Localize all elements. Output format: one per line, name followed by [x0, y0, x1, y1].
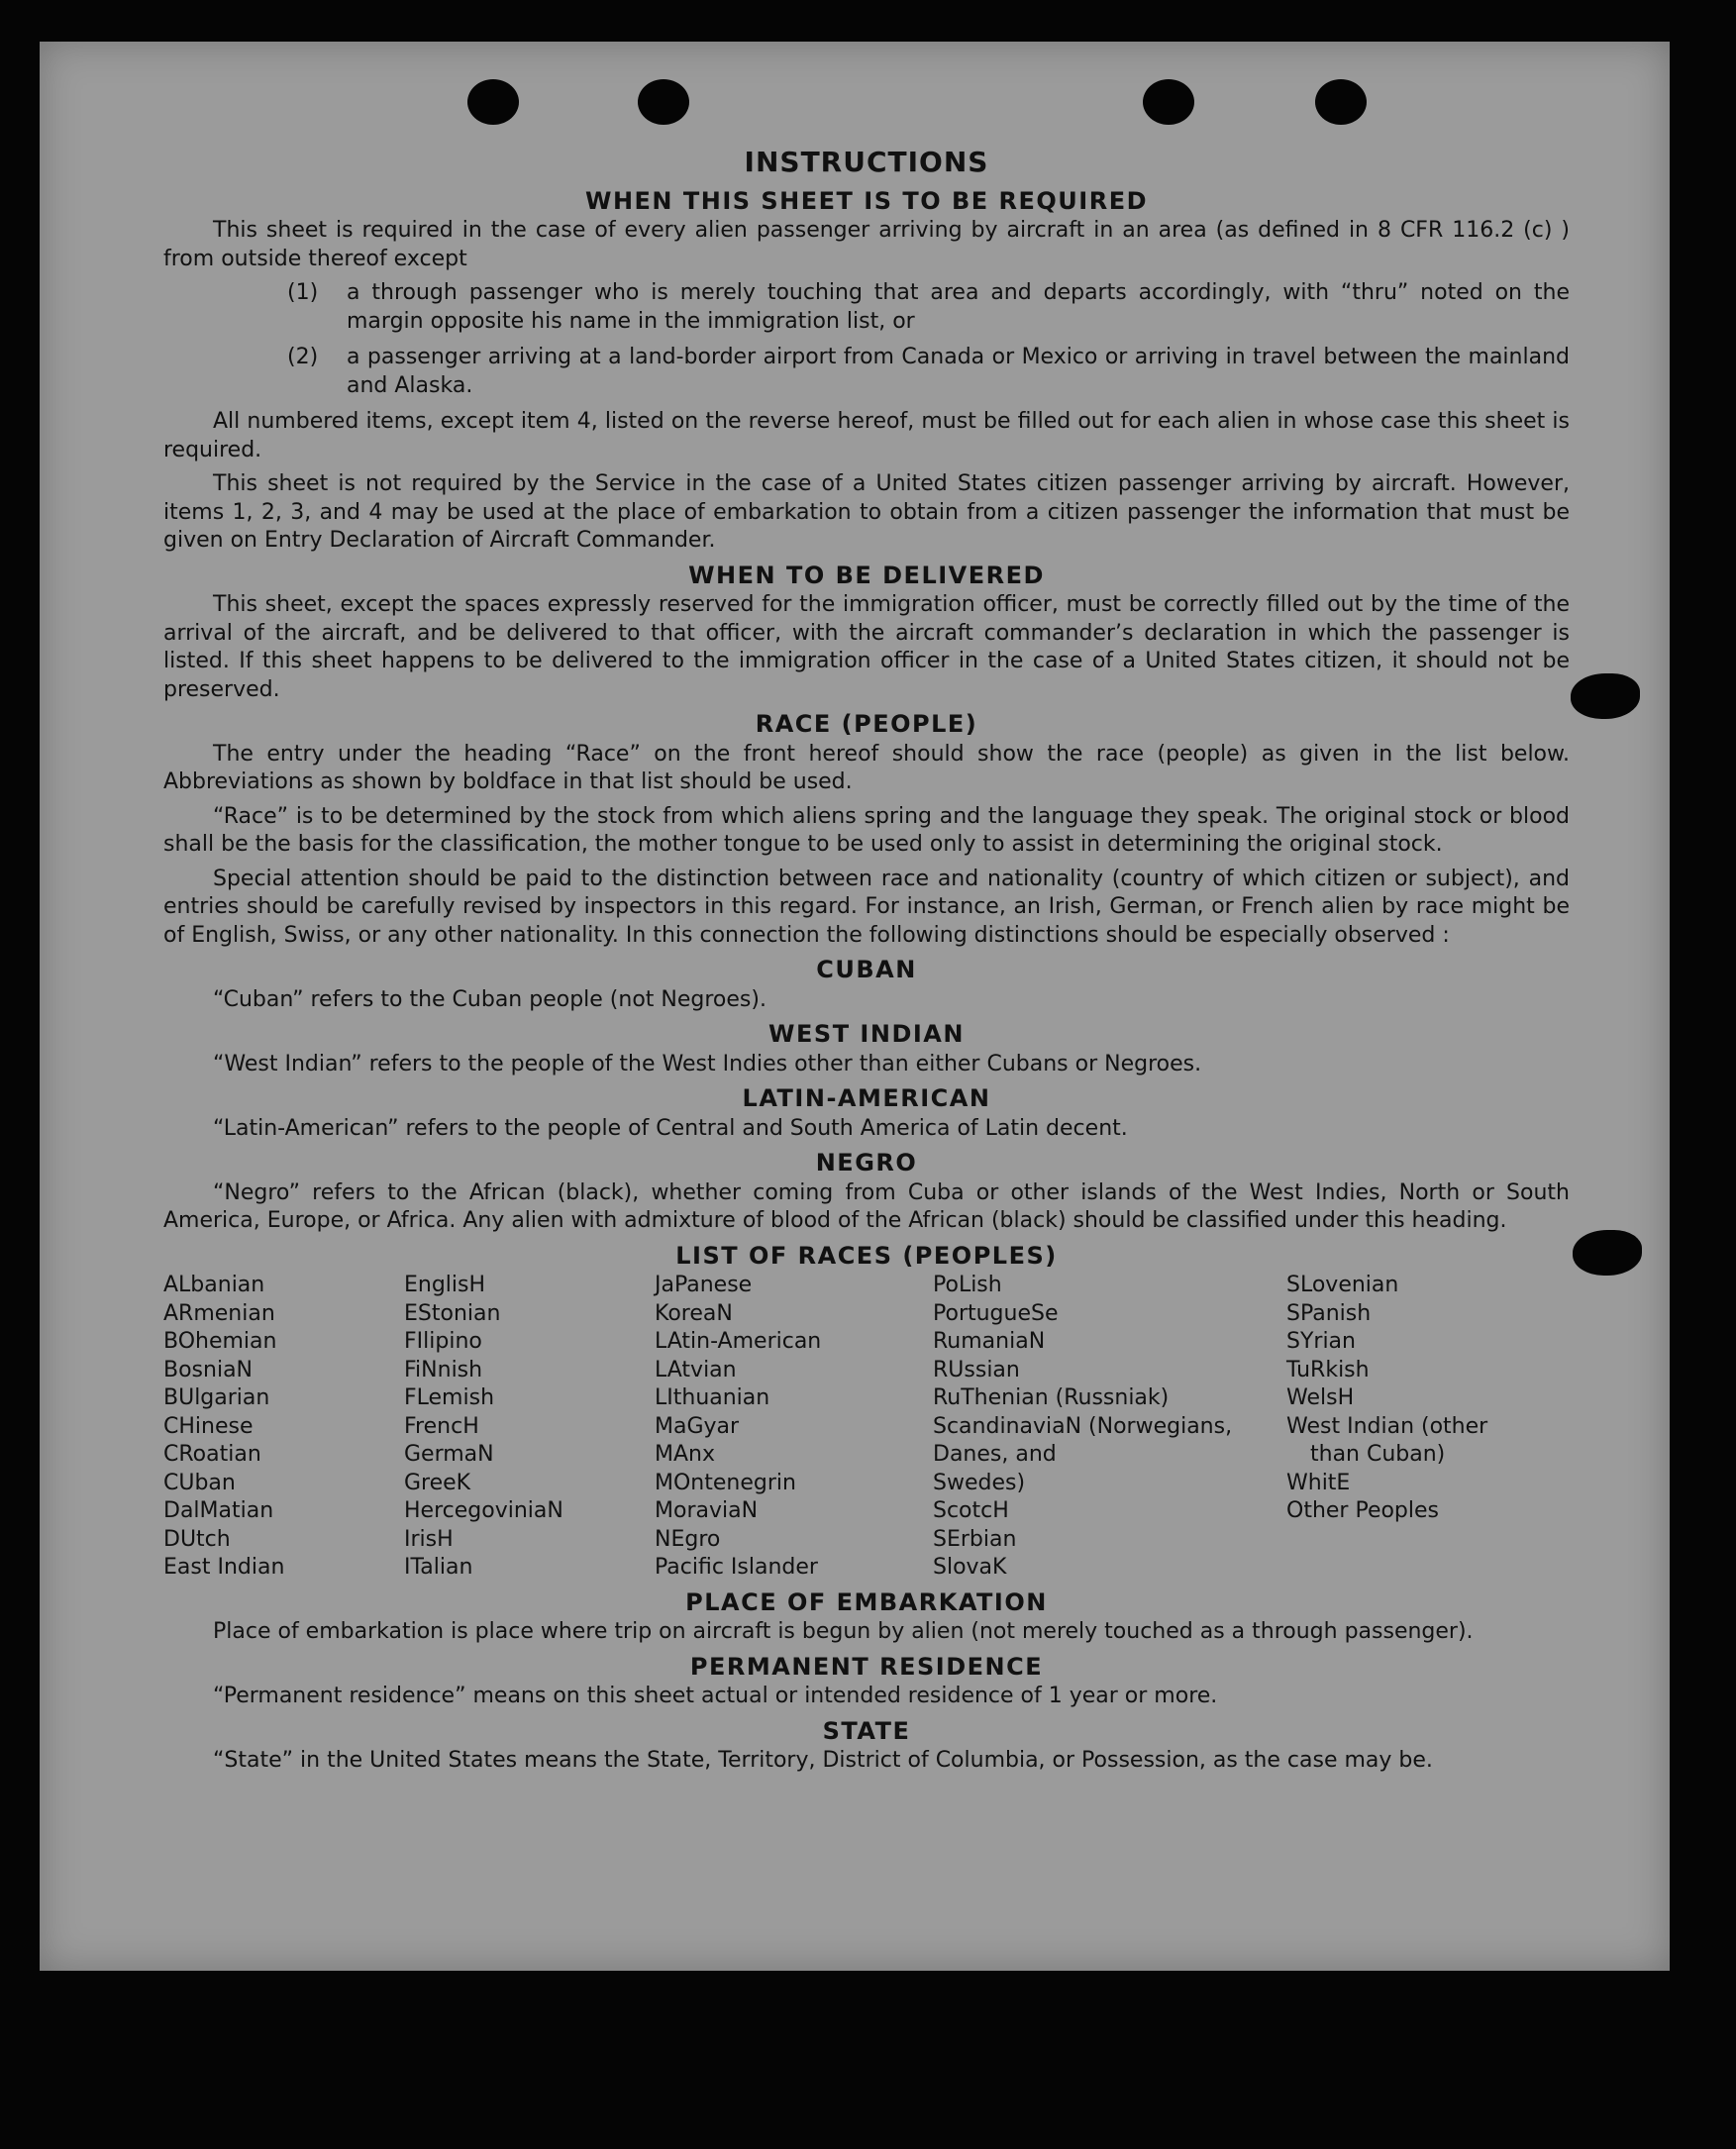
races-column: [933, 1272, 1286, 1583]
race-paragraph-2: “Race” is to be determined by the stock from which aliens spring and the language they speak. The original stock or blood shall be the basis for the classification, the mother tongue to be used only to assist in determining the original stock.: [163, 803, 1570, 857]
race-entry: CHinese: [163, 1413, 254, 1439]
race-entry: BUlgarian: [163, 1385, 270, 1410]
race-entry: ScotcH: [933, 1498, 1009, 1523]
race-entry: ScandinaviaN (Norwegians,: [933, 1413, 1233, 1439]
citizen-note-paragraph: This sheet is not required by the Service in the case of a United States citizen passenger arriving by aircraft. However, items 1, 2, 3, and 4 may be used at the place of embarkation to obtain from a citizen passenger the information that must be given on Entry Declaration of Aircraft Commander.: [163, 471, 1570, 553]
race-entry: DUtch: [163, 1526, 231, 1552]
race-entry: CRoatian: [163, 1442, 261, 1467]
race-entry: EStonian: [404, 1300, 501, 1326]
races-column: [1286, 1272, 1574, 1583]
race-entry: West Indian (other: [1286, 1413, 1488, 1439]
embarkation-paragraph: Place of embarkation is place where trip on aircraft is begun by alien (not merely touched as a through passenger).: [213, 1619, 1474, 1644]
race-entry: MOntenegrin: [655, 1470, 796, 1495]
race-entry: WelsH: [1286, 1385, 1355, 1410]
exception-text: a through passenger who is merely touching that area and departs accordingly, with “thru” noted on the margin opposite his name in the immigration list, or: [347, 280, 1570, 334]
race-entry: SLovenian: [1286, 1273, 1399, 1297]
races-column: [163, 1272, 404, 1583]
race-entry: than Cuban): [1310, 1442, 1446, 1467]
race-entry: FLemish: [404, 1385, 495, 1410]
exception-item-1: [287, 279, 1570, 336]
race-entry: LIthuanian: [655, 1385, 770, 1410]
punch-hole: [467, 79, 519, 125]
when-required-intro: This sheet is required in the case of every alien passenger arriving by aircraft in an area (as defined in 8 CFR 116.2 (c) ) from outside thereof except: [163, 218, 1570, 271]
section-heading-cuban: CUBAN: [816, 956, 917, 983]
exception-number: (1): [287, 280, 319, 305]
race-entry: GreeK: [404, 1470, 471, 1495]
race-entry: Swedes): [933, 1470, 1026, 1495]
races-column: [404, 1272, 655, 1583]
race-entry: East Indian: [163, 1555, 285, 1580]
latin-american-paragraph: “Latin-American” refers to the people of Central and South America of Latin decent.: [213, 1115, 1128, 1141]
page-title: INSTRUCTIONS: [744, 146, 989, 178]
race-entry: MAnx: [655, 1442, 715, 1467]
negro-paragraph: “Negro” refers to the African (black), whether coming from Cuba or other islands of the West Indies, North or South America, Europe, or Africa. Any alien with admixture of blood of the African (black) should be classified under this heading.: [163, 1179, 1570, 1233]
edge-blot: [1573, 1230, 1642, 1276]
race-entry: KoreaN: [655, 1300, 733, 1326]
exception-number: (2): [287, 345, 319, 369]
race-entry: IrisH: [404, 1526, 454, 1552]
race-entry: MaGyar: [655, 1413, 740, 1439]
state-paragraph: “State” in the United States means the State, Territory, District of Columbia, or Possession, as the case may be.: [213, 1748, 1433, 1773]
race-entry: Danes, and: [933, 1442, 1057, 1467]
race-entry: FIlipino: [404, 1329, 482, 1354]
race-entry: SYrian: [1286, 1329, 1356, 1354]
section-heading-negro: NEGRO: [815, 1149, 918, 1177]
race-entry: MoraviaN: [655, 1498, 759, 1523]
race-entry: JaPanese: [655, 1273, 753, 1297]
section-heading-when-required: WHEN THIS SHEET IS TO BE REQUIRED: [584, 186, 1149, 215]
race-entry: EnglisH: [404, 1273, 486, 1297]
punch-hole: [638, 79, 689, 125]
race-entry: HercegoviniaN: [404, 1498, 563, 1523]
race-entry: Other Peoples: [1286, 1498, 1440, 1523]
race-entry: Pacific Islander: [655, 1555, 818, 1580]
section-heading-list-of-races: LIST OF RACES (PEOPLES): [675, 1241, 1058, 1270]
race-entry: ALbanian: [163, 1273, 265, 1297]
race-entry: SPanish: [1286, 1300, 1372, 1326]
race-entry: NEgro: [655, 1526, 721, 1552]
instructions-content: [163, 146, 1570, 1782]
numbered-items-paragraph: All numbered items, except item 4, listed on the reverse hereof, must be filled out for each alien in whose case this sheet is required.: [163, 409, 1570, 462]
punch-hole: [1143, 79, 1194, 125]
race-entry: LAtvian: [655, 1357, 737, 1382]
west-indian-paragraph: “West Indian” refers to the people of the West Indies other than either Cubans or Negroes.: [213, 1051, 1202, 1076]
cuban-paragraph: “Cuban” refers to the Cuban people (not Negroes).: [213, 986, 766, 1012]
races-list: [163, 1272, 1570, 1583]
section-heading-state: STATE: [822, 1716, 911, 1745]
race-entry: ITalian: [404, 1555, 473, 1580]
section-heading-when-delivered: WHEN TO BE DELIVERED: [688, 561, 1045, 589]
race-entry: FiNnish: [404, 1357, 483, 1382]
race-entry: GermaN: [404, 1442, 494, 1467]
race-entry: PortugueSe: [933, 1300, 1059, 1326]
race-paragraph-1: The entry under the heading “Race” on the front hereof should show the race (people) as given in the list below. Abbreviations as shown by boldface in that list should be used.: [163, 741, 1570, 794]
race-entry: ARmenian: [163, 1300, 275, 1326]
race-entry: LAtin-American: [655, 1329, 822, 1354]
race-entry: BosniaN: [163, 1357, 254, 1382]
exception-item-2: [287, 344, 1570, 400]
race-entry: TuRkish: [1286, 1357, 1370, 1382]
edge-blot: [1571, 673, 1640, 719]
race-paragraph-3: Special attention should be paid to the distinction between race and nationality (country of which citizen or subject), and entries should be carefully revised by inspectors in this regard. For instance, an Irish, German, or French alien by race might be of English, Swiss, or any other nationality. In this connection the following distinctions should be especially observed :: [163, 866, 1570, 948]
races-column: [655, 1272, 933, 1583]
section-heading-embarkation: PLACE OF EMBARKATION: [685, 1587, 1048, 1616]
section-heading-latin-american: LATIN-AMERICAN: [742, 1084, 991, 1112]
section-heading-race: RACE (PEOPLE): [755, 710, 978, 738]
punch-hole: [1315, 79, 1367, 125]
section-heading-residence: PERMANENT RESIDENCE: [689, 1652, 1044, 1681]
race-entry: RumaniaN: [933, 1329, 1046, 1354]
when-delivered-paragraph: This sheet, except the spaces expressly reserved for the immigration officer, must be correctly filled out by the time of the arrival of the aircraft, and be delivered to that officer, with the aircraft commander’s declaration in which the passenger is listed. If this sheet happens to be delivered to the immigration officer in the case of a United States citizen, it should not be preserved.: [163, 592, 1570, 702]
race-entry: CUban: [163, 1470, 236, 1495]
race-entry: SErbian: [933, 1526, 1017, 1552]
race-entry: PoLish: [933, 1273, 1002, 1297]
section-heading-west-indian: WEST INDIAN: [768, 1020, 965, 1048]
race-entry: FrencH: [404, 1413, 479, 1439]
exception-text: a passenger arriving at a land-border airport from Canada or Mexico or arriving in travel between the mainland and Alaska.: [347, 345, 1570, 398]
race-entry: RUssian: [933, 1357, 1020, 1382]
race-entry: BOhemian: [163, 1329, 277, 1354]
race-entry: RuThenian (Russniak): [933, 1385, 1170, 1410]
residence-paragraph: “Permanent residence” means on this sheet actual or intended residence of 1 year or more.: [213, 1684, 1218, 1708]
race-entry: WhitE: [1286, 1470, 1351, 1495]
race-entry: SlovaK: [933, 1555, 1007, 1580]
race-entry: DalMatian: [163, 1498, 274, 1523]
